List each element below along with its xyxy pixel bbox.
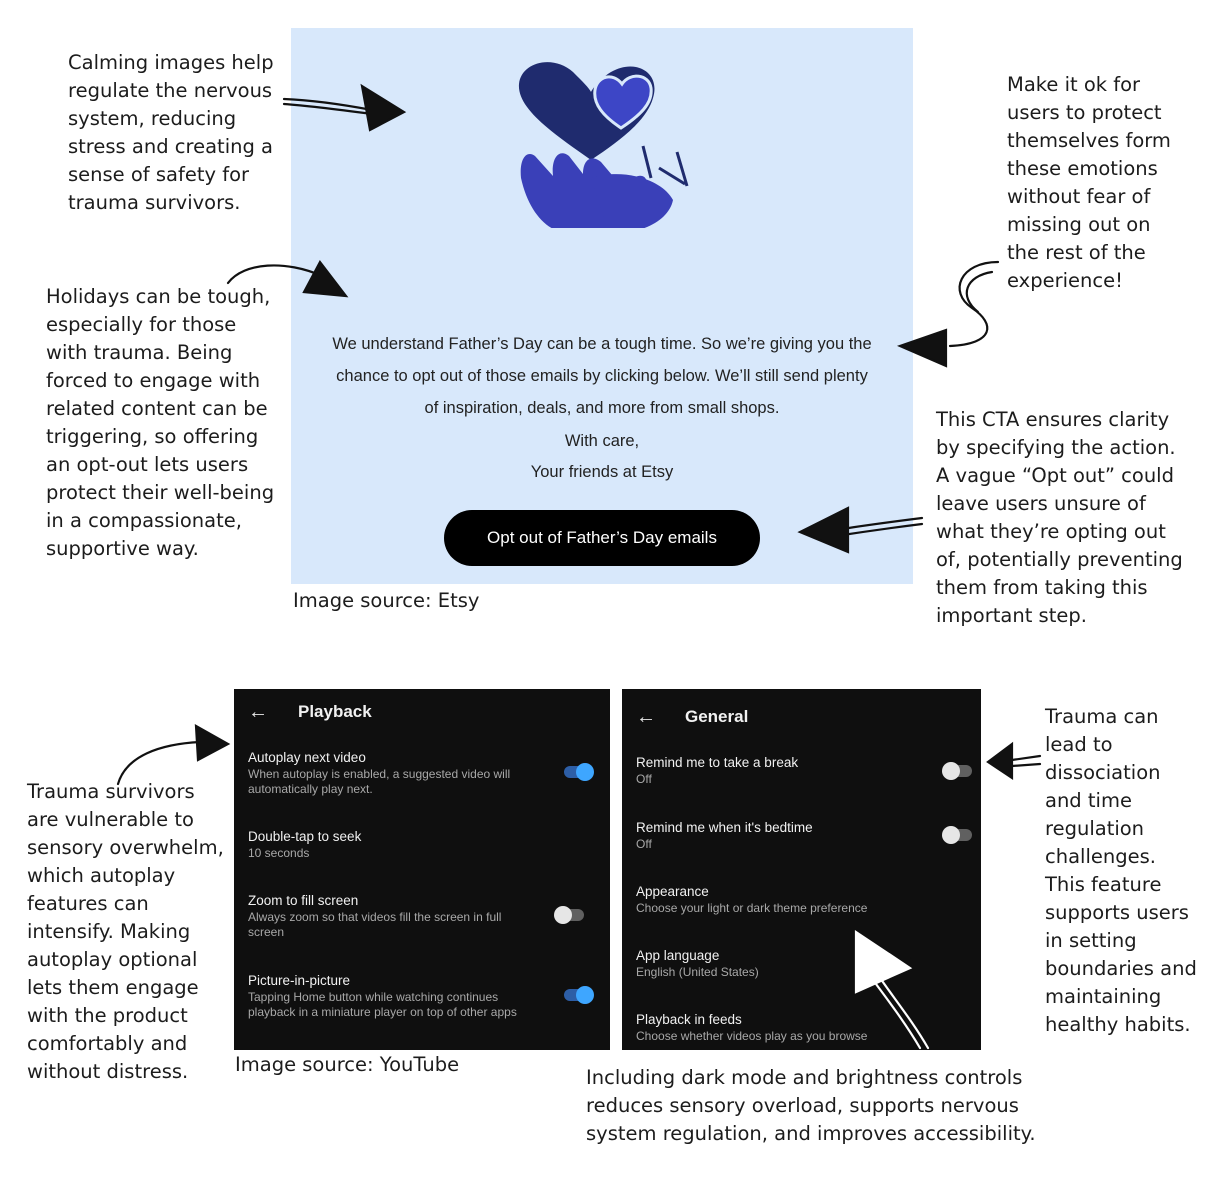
back-arrow-icon[interactable]: ← (636, 705, 656, 728)
setting-subtitle: Off (636, 772, 652, 786)
arrow-cta-icon (800, 508, 922, 552)
arrow-holidays-icon (228, 262, 346, 296)
caption-youtube-source: Image source: YouTube (235, 1053, 460, 1076)
note-autoplay: Trauma survivors are vulnerable to sensory overwhelm, which autoplay features can intensify. Making autoplay optional lets them engage with the product comfortably and without distress. (27, 780, 224, 1083)
note-holidays: Holidays can be tough, especially for those with trauma. Being forced to engage with related content can be triggering, so offering an opt-out lets users protect their well-being in a compassionate, supportive way. (46, 285, 275, 560)
setting-title: Zoom to fill screen (248, 893, 359, 908)
general-title: General (685, 707, 749, 726)
setting-subtitle: Choose whether videos play as you browse (636, 1029, 868, 1043)
setting-subtitle: Always zoom so that videos fill the screen in full screen (248, 910, 502, 939)
note-calming-images: Calming images help regulate the nervous system, reducing stress and creating a sense of safety for trauma survivors. (68, 51, 274, 214)
setting-title: Double-tap to seek (248, 829, 362, 844)
arrow-dark-mode-icon (856, 932, 928, 1048)
note-dark-mode: Including dark mode and brightness controls reduces sensory overload, supports nervous system regulation, and improves accessibility. (586, 1066, 1036, 1145)
setting-subtitle: English (United States) (636, 965, 759, 979)
setting-subtitle: When autoplay is enabled, a suggested video will automatically play next. (248, 767, 511, 796)
note-cta-clarity: This CTA ensures clarity by specifying the action. A vague “Opt out” could leave users unsure of what they’re opting out of, potentially preventing them from taking this important step. (936, 408, 1183, 627)
opt-out-button[interactable]: Opt out of Father’s Day emails (444, 510, 760, 566)
setting-subtitle: 10 seconds (248, 846, 310, 860)
setting-title: Remind me to take a break (636, 755, 799, 770)
setting-subtitle: Tapping Home button while watching continues playback in a miniature player on top of other apps (248, 990, 517, 1019)
arrow-autoplay-icon (118, 726, 228, 784)
etsy-email-body: We understand Father’s Day can be a tough time. So we’re giving you the chance to opt out of those emails by clicking below. We’ll still send plenty of inspiration, deals, and more from small shops. (332, 335, 872, 417)
setting-subtitle: Off (636, 837, 652, 851)
arrow-dissociation-icon (988, 744, 1040, 778)
etsy-signoff: With care, Your friends at Etsy (530, 432, 674, 481)
back-arrow-icon[interactable]: ← (248, 700, 268, 723)
arrow-calming-icon (284, 86, 404, 130)
setting-title: Playback in feeds (636, 1012, 742, 1027)
note-dissociation: Trauma can lead to dissociation and time regulation challenges. This feature supports users in setting boundaries and maintaining healthy habits. (1045, 705, 1197, 1036)
note-make-it-ok: Make it ok for users to protect themselves form these emotions without fear of missing out on the rest of the experience! (1007, 73, 1171, 292)
setting-title: Picture-in-picture (248, 973, 351, 988)
playback-title: Playback (298, 702, 372, 721)
setting-title: Appearance (636, 884, 709, 899)
caption-etsy-source: Image source: Etsy (293, 589, 480, 612)
setting-title: Remind me when it's bedtime (636, 820, 813, 835)
setting-subtitle: Choose your light or dark theme preference (636, 901, 868, 915)
setting-title: Autoplay next video (248, 750, 366, 765)
setting-title: App language (636, 948, 720, 963)
arrow-make-ok-icon (900, 262, 998, 366)
